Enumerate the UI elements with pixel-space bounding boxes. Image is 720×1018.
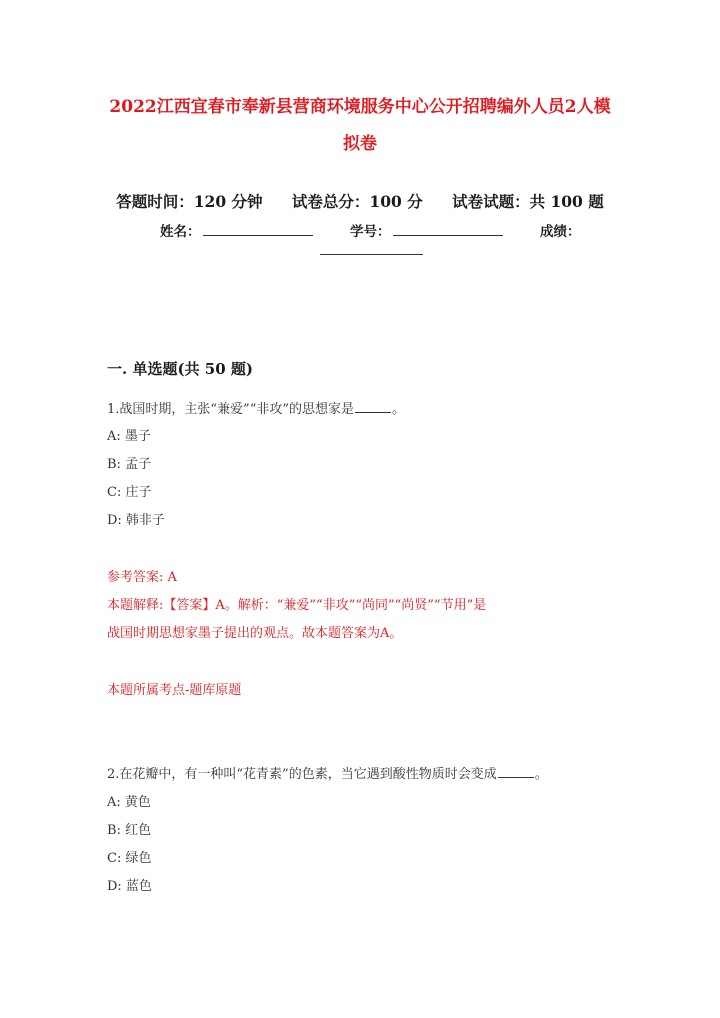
question-2-stem-text: 2.在花瓣中，有一种叫“花青素”的色素，当它遇到酸性物质时会变成	[107, 767, 497, 782]
question-2-option-a: A: 黄色	[107, 795, 151, 810]
exam-title-line2: 拟卷	[343, 134, 377, 154]
question-1-explanation-line1: 本题解释:【答案】A。解析：“兼爱”“非攻”“尚同”“尚贤”“节用”是	[107, 598, 487, 613]
exam-meta	[0, 190, 720, 212]
exam-question-count: 试卷试题：共 100 题	[452, 192, 604, 211]
name-label: 姓名：	[160, 224, 201, 240]
question-2-stem-end: 。	[534, 767, 548, 782]
name-blank	[203, 222, 313, 236]
score-label: 成绩：	[540, 224, 581, 240]
question-1-source: 本题所属考点-题库原题	[107, 683, 242, 698]
question-1-option-b: B: 孟子	[107, 457, 152, 472]
section-title: 一. 单选题(共 50 题)	[107, 360, 253, 378]
question-1-answer: 参考答案: A	[107, 570, 177, 585]
question-1-option-c: C: 庄子	[107, 485, 152, 500]
exam-time: 答题时间：120 分钟	[116, 192, 263, 211]
question-1-option-a: A: 墨子	[107, 429, 151, 444]
score-blank	[320, 254, 423, 255]
question-2-option-c: C: 绿色	[107, 851, 152, 866]
question-1-option-d: D: 韩非子	[107, 513, 165, 528]
name-field	[160, 220, 313, 240]
question-2-stem	[107, 763, 548, 782]
score-field	[540, 220, 581, 240]
question-2-option-b: B: 红色	[107, 823, 152, 838]
exam-total-score: 试卷总分：100 分	[291, 192, 423, 211]
question-1-explanation-line2: 战国时期思想家墨子提出的观点。故本题答案为A。	[107, 626, 403, 641]
answer-blank	[355, 401, 391, 413]
question-1-stem-text: 1.战国时期，主张“兼爱”“非攻”的思想家是	[107, 402, 354, 417]
question-2-option-d: D: 蓝色	[107, 879, 152, 894]
question-1-stem-end: 。	[392, 402, 406, 417]
question-1-stem	[107, 398, 405, 417]
answer-blank	[498, 766, 534, 778]
id-field	[350, 220, 503, 240]
id-label: 学号：	[350, 224, 391, 240]
exam-title-line1: 2022江西宜春市奉新县营商环境服务中心公开招聘编外人员2人模	[109, 97, 611, 117]
id-blank	[393, 222, 503, 236]
